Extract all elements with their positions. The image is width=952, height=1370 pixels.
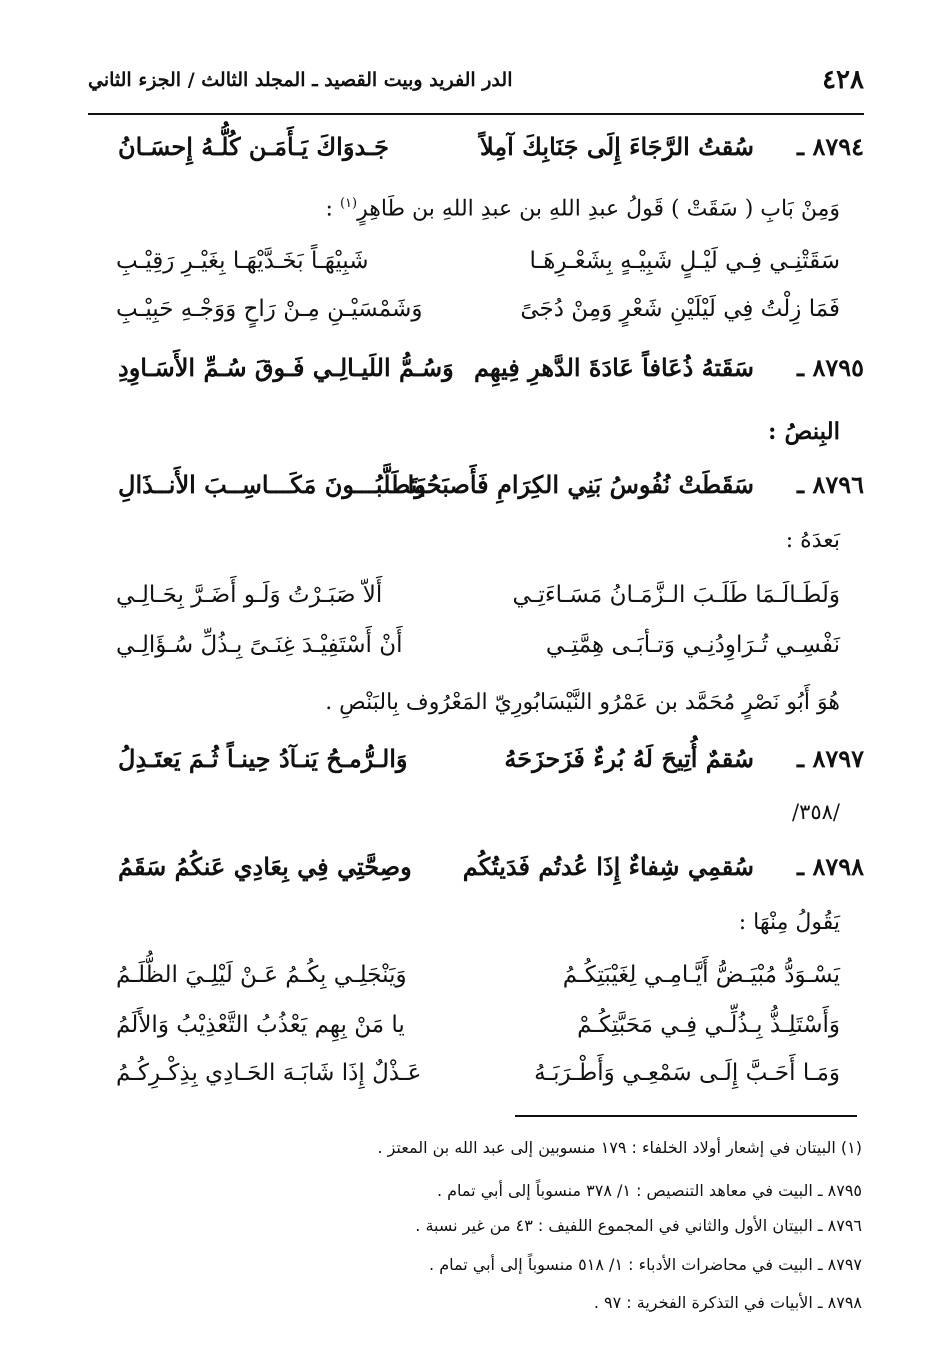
second-hemistich: وَشَمْسَيْـنِ مِـنْ رَاحٍ وَوَجْـهِ حَبِيْـبِ — [116, 296, 423, 322]
intro-colon: : — [325, 196, 333, 222]
verse-couplet-1 — [110, 248, 840, 296]
first-hemistich: وَمَـا أَحَـبَّ إِلَـى سَمْعِـي وَأَطْـرَبَـهُ — [534, 1060, 840, 1086]
first-hemistich: وَلَطَـالَـمَا طَلَـبَ الـزَّمَـانُ مَسَـاءَتِـي — [512, 582, 840, 608]
attribution: هُوَ أَبُو نَصْرٍ مُحَمَّد بن عَمْرُو النَّيْسَابُورِيّ المَعْرُوف بِالبَنْصِ . — [325, 690, 840, 715]
footnote-8796: ٨٧٩٦ ـ البيتان الأول والثاني في المجموع اللفيف : ٤٣ من غير نسبة . — [415, 1216, 862, 1235]
verse-8795 — [110, 353, 864, 403]
second-hemistich: عَـذْلٌ إِذَا شَابَـهَ الحَـادِي بِذِكْـرِكُـمُ — [116, 1060, 422, 1086]
entry-number: ٨٧٩٨ ـ — [797, 852, 864, 881]
page-number: ٤٢٨ — [822, 65, 864, 95]
intro-text: بَعدَهُ : — [785, 528, 840, 553]
first-hemistich: فَمَا زِلْتُ فِي لَيْلَيْنِ شَعْرٍ وَمِنْ دُجَىً — [520, 296, 840, 322]
intro-line: وَمِنْ بَابِ ( سَقَتْ ) قَولُ عبدِ اللهِ بن عبدِ اللهِ بن طَاهِرٍ — [357, 196, 840, 222]
second-hemistich: وَيَنْجَلِـي بِكُـمُ عَـنْ لَيْلِـيَ الظُّلَـمُ — [116, 962, 407, 988]
first-hemistich: سُقمٌ أُتِيحَ لَهُ بُرءٌ فَزَحزَحَهُ — [504, 744, 754, 773]
verse-8797 — [110, 744, 864, 794]
first-hemistich: سُقتُ الرَّجَاءَ إِلَى جَنَابِكَ آمِلاً — [479, 132, 754, 161]
second-hemistich: وَالـرُّمـحُ يَنـآدُ حِينـاً ثُـمَ يَعتَـدِلُ — [118, 744, 408, 773]
footnote-divider — [515, 1115, 857, 1117]
second-hemistich: وصِحَّتِي فِي بِعَادِي عَنكُمُ سَقَمُ — [118, 852, 412, 881]
first-hemistich: وَأَسْتَلِـذُّ بِـذُلِّـي فِـي مَحَبَّتِكُـمْ — [577, 1012, 840, 1038]
entry-number: ٨٧٩٦ ـ — [797, 470, 864, 499]
page-header — [88, 58, 864, 102]
second-hemistich: يَتَطَلَّبُـــونَ مَكَـــاسِــبَ الأَنــذَالِ — [118, 470, 425, 499]
second-hemistich: شَبِيْهَـاً بَخَـدَّيْهَـا بِغَيْـرِ رَقِيْـبِ — [116, 248, 369, 274]
intro-text — [326, 196, 840, 221]
running-title: الدر الفريد وبيت القصيد ـ المجلد الثالث / الجزء الثاني — [88, 69, 513, 91]
second-hemistich: أَنْ أَسْتَفِيْـدَ غِنَـىً بِـذُلِّ سُـؤَالِـي — [116, 632, 403, 658]
verse-couplet-4 — [110, 632, 840, 680]
first-hemistich: يَسْـوَدُّ مُبْيَـضُّ أَيَّـامِـي لِغَيْبَتِكُـمُ — [562, 962, 840, 988]
second-hemistich: أَلاّ صَبَـرْتُ وَلَـو أَضَـرَّ بِحَـالِـي — [116, 582, 383, 608]
verse-couplet-2 — [110, 296, 840, 344]
attribution: البِنصُ : — [768, 418, 840, 445]
verse-couplet-5 — [110, 962, 840, 1010]
entry-number: ٨٧٩٤ ـ — [797, 132, 864, 161]
verse-8798 — [110, 852, 864, 902]
first-hemistich: نَفْسِـي تُـرَاوِدُنِـي وَتـأبَـى هِمَّتِـي — [545, 632, 840, 658]
footnote-8795: ٨٧٩٥ ـ البيت في معاهد التنصيص : ١/ ٣٧٨ منسوباً إلى أبي تمام . — [436, 1181, 862, 1200]
verse-8796 — [110, 470, 864, 520]
verse-8794 — [110, 132, 864, 182]
first-hemistich: سُقمِي شِفاءٌ إِذَا عُدتُم فَدَيتُكُم — [462, 852, 754, 881]
verse-couplet-3 — [110, 582, 840, 630]
intro-text: يَقُولُ مِنْهَا : — [738, 910, 840, 935]
page-reference: /٣٥٨/ — [792, 800, 840, 824]
first-hemistich: سَقَتهُ ذُعَافاً عَادَةَ الدَّهرِ فِيهِم — [473, 353, 754, 382]
footnote-ref: (١) — [339, 196, 358, 211]
footnote-8797: ٨٧٩٧ ـ البيت في محاضرات الأدباء : ١/ ٥١٨ منسوباً إلى أبي تمام . — [429, 1255, 862, 1274]
second-hemistich: جَـدوَاكَ يَـأَمَـن كُلُّـهُ إِحسَـانُ — [118, 132, 389, 161]
entry-number: ٨٧٩٧ ـ — [797, 744, 864, 773]
first-hemistich: سَقَتْنِـي فِـي لَيْـلٍ شَبِيْـهٍ بِشَعْـرِهَـا — [529, 248, 840, 274]
footnote-1: (١) البيتان في إشعار أولاد الخلفاء : ١٧٩ منسوبين إلى عبد الله بن المعتز . — [377, 1138, 862, 1157]
entry-number: ٨٧٩٥ ـ — [797, 353, 864, 382]
second-hemistich: وَسُـمُّ اللَيـالِـي فَـوقَ سُـمِّ الأَسَـاوِدِ — [118, 353, 454, 382]
verse-couplet-7 — [110, 1060, 840, 1108]
footnote-8798: ٨٧٩٨ ـ الأبيات في التذكرة الفخرية : ٩٧ . — [593, 1293, 862, 1312]
second-hemistich: يا مَنْ بِهِم يَعْذُبُ التَّعْذِيْبُ وَالأَلَمُ — [116, 1012, 405, 1038]
header-divider — [88, 113, 864, 115]
verse-couplet-6 — [110, 1012, 840, 1060]
first-hemistich: سَقَطَتْ نُفُوسُ بَنِي الكِرَامِ فَأَصبَحُوا — [407, 470, 754, 499]
